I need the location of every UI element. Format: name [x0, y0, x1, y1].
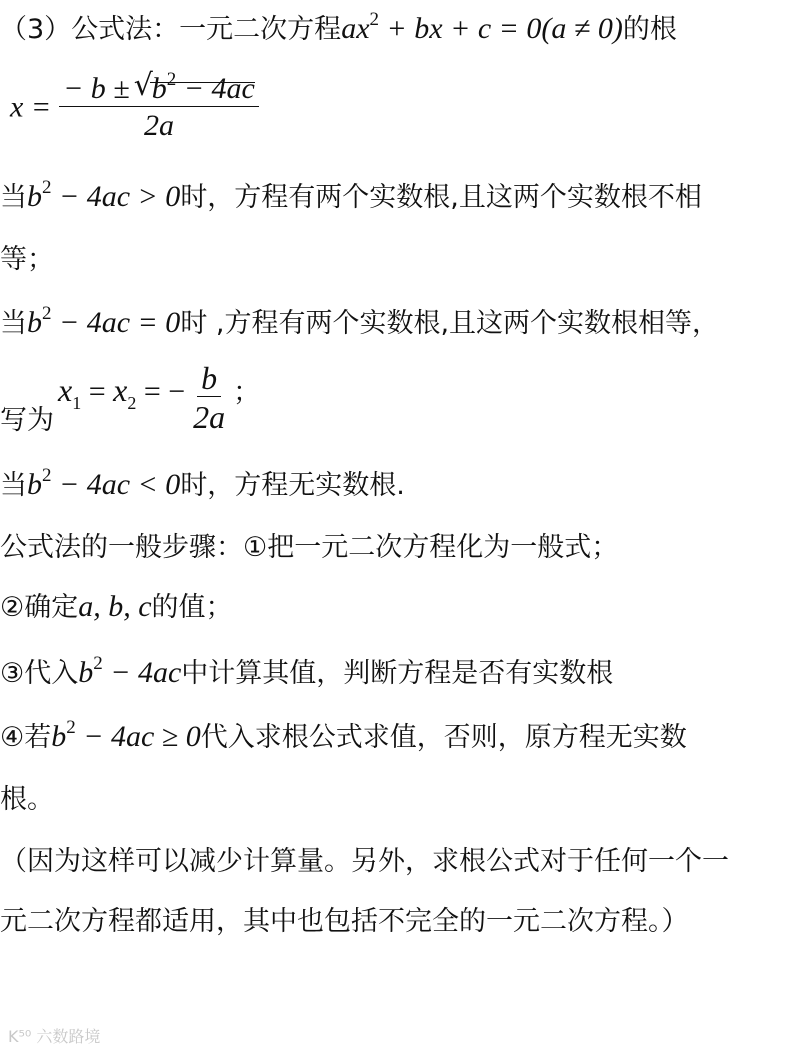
math: b: [27, 468, 42, 501]
line-12: [0, 786, 54, 813]
math: ax: [341, 12, 370, 45]
text: ；: [233, 377, 261, 409]
math: =: [81, 375, 114, 409]
math: = −: [136, 375, 186, 409]
superscript: 2: [166, 69, 177, 90]
radical-icon: √: [133, 68, 153, 103]
superscript: 2: [42, 177, 52, 198]
text: 元二次方程都适用，其中也包括不完全的一元二次方程。）: [0, 906, 689, 937]
quadratic-formula: [10, 68, 263, 142]
line-10: [0, 653, 614, 689]
square-root: [133, 68, 255, 105]
superscript: 2: [93, 653, 103, 674]
watermark: K⁵⁰ 六数路境: [8, 1027, 101, 1046]
superscript: 2: [42, 465, 52, 486]
math: b: [151, 72, 167, 105]
radicand: [150, 69, 255, 105]
text: 中计算其值，判断方程是否有实数根: [181, 658, 614, 689]
numerator: [59, 68, 259, 107]
math: x =: [10, 90, 52, 124]
superscript: 2: [66, 717, 76, 738]
math: − 4ac < 0: [51, 468, 181, 501]
math: − b ±: [63, 72, 130, 105]
text: 当: [0, 470, 27, 501]
denominator: 2a: [143, 109, 174, 142]
math: − 4ac ≥ 0: [75, 720, 201, 753]
math: − 4ac > 0: [51, 180, 181, 213]
math: x: [58, 372, 73, 409]
text: 时，方程无实数根.: [180, 470, 405, 501]
text: 写为: [0, 405, 54, 437]
line-9: [0, 592, 233, 622]
text: 当: [0, 308, 27, 339]
text: 代入求根公式求值，否则，原方程无实数: [200, 722, 687, 753]
text: 公式法的一般步骤：①把一元二次方程化为一般式；: [0, 532, 619, 563]
text: ③代入: [0, 658, 79, 689]
math: a, b, c: [78, 590, 152, 623]
text: 根。: [0, 784, 54, 815]
math: − 4ac: [102, 656, 182, 689]
text: （3）公式法：一元二次方程: [0, 14, 342, 45]
fraction: [59, 68, 259, 142]
numerator: b: [197, 362, 221, 397]
math: + bx + c = 0(a ≠ 0): [379, 12, 623, 45]
superscript: 2: [369, 9, 380, 30]
text: 的根: [622, 14, 677, 45]
math: x: [113, 372, 128, 409]
text: （因为这样可以减少计算量。另外，求根公式对于任何一个一: [0, 846, 729, 877]
line-1: [0, 9, 677, 45]
line-5: [0, 303, 720, 339]
math: b: [78, 656, 94, 689]
line-7: [0, 465, 405, 501]
math: b: [27, 306, 42, 339]
superscript: 2: [42, 303, 52, 324]
fraction: [193, 362, 225, 433]
line-3: [0, 177, 702, 213]
text: 时，方程有两个实数根,且这两个实数根不相: [180, 182, 702, 213]
text: 等；: [0, 244, 54, 275]
text: 时 ,方程有两个实数根,且这两个实数根相等，: [180, 308, 720, 339]
text: 的值；: [151, 592, 233, 623]
text: ②确定: [0, 592, 79, 623]
subscript: 1: [72, 393, 82, 414]
subscript: 2: [127, 393, 137, 414]
denominator: 2a: [193, 399, 226, 435]
math: b: [51, 720, 67, 753]
text: ④若: [0, 722, 52, 753]
math: b: [27, 180, 42, 213]
text: 当: [0, 182, 27, 213]
math: − 4ac: [176, 72, 255, 105]
line-4: [0, 246, 54, 273]
math: − 4ac = 0: [51, 306, 181, 339]
line-11: [0, 717, 687, 753]
line-6: [0, 360, 261, 437]
line-8: [0, 534, 618, 561]
line-14: [0, 908, 689, 935]
line-13: [0, 848, 729, 875]
